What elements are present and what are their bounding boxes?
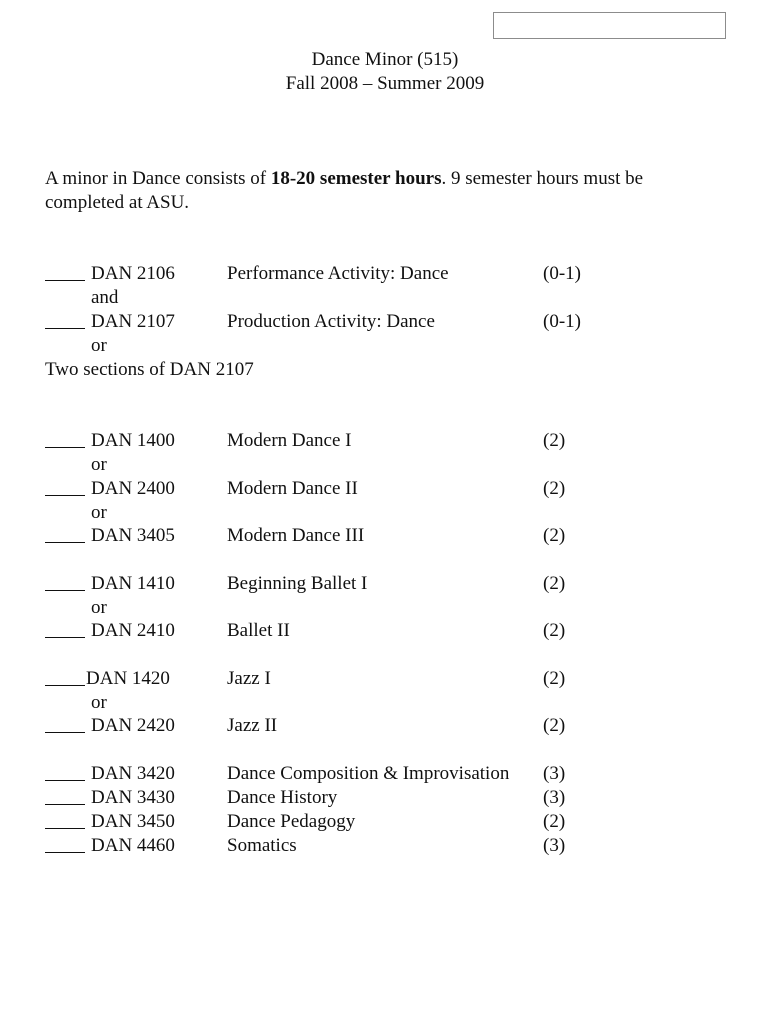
course-row <box>45 714 566 738</box>
course-code: DAN 2410 <box>91 620 175 641</box>
intro-paragraph <box>45 167 725 215</box>
checkbox-blank[interactable] <box>45 714 85 733</box>
course-row <box>45 477 566 501</box>
course-name: Beginning Ballet I <box>227 573 368 594</box>
course-credits: (2) <box>543 620 566 641</box>
course-row <box>45 762 566 786</box>
course-code: DAN 1420 <box>86 668 170 689</box>
conjunction-or: or <box>91 454 107 475</box>
course-credits: (2) <box>543 573 566 594</box>
course-code: DAN 2420 <box>91 715 175 736</box>
course-credits: (0-1) <box>543 263 581 284</box>
course-credits: (3) <box>543 787 566 808</box>
course-credits: (2) <box>543 811 566 832</box>
course-name: Ballet II <box>227 620 290 641</box>
course-code: DAN 3450 <box>91 811 175 832</box>
course-name: Jazz II <box>227 715 278 736</box>
checkbox-blank[interactable] <box>45 667 85 686</box>
checkbox-blank[interactable] <box>45 310 85 329</box>
course-code: DAN 3430 <box>91 787 175 808</box>
intro-text-2: . 9 semester hours must be completed at ASU. <box>45 168 644 213</box>
alternative-option: Two sections of DAN 2107 <box>45 359 254 380</box>
course-credits: (0-1) <box>543 311 581 332</box>
page-subtitle: Fall 2008 – Summer 2009 <box>285 73 485 94</box>
course-row <box>45 619 566 643</box>
course-row <box>45 786 566 810</box>
conjunction-and: and <box>91 287 119 308</box>
checkbox-blank[interactable] <box>45 477 85 496</box>
course-row <box>45 572 566 596</box>
course-code: DAN 2106 <box>91 263 175 284</box>
checkbox-blank[interactable] <box>45 810 85 829</box>
conjunction-or: or <box>91 597 107 618</box>
course-code: DAN 3405 <box>91 525 175 546</box>
course-name: Dance Pedagogy <box>227 811 356 832</box>
course-name: Production Activity: Dance <box>227 311 435 332</box>
course-code: DAN 2400 <box>91 478 175 499</box>
checkbox-blank[interactable] <box>45 572 85 591</box>
course-row <box>45 429 566 453</box>
course-name: Modern Dance I <box>227 430 352 451</box>
course-code: DAN 1400 <box>91 430 175 451</box>
course-credits: (2) <box>543 525 566 546</box>
course-credits: (3) <box>543 835 566 856</box>
checkbox-blank[interactable] <box>45 262 85 281</box>
course-credits: (2) <box>543 430 566 451</box>
course-name: Somatics <box>227 835 297 856</box>
course-name: Dance Composition & Improvisation <box>227 763 510 784</box>
page-title: Dance Minor (515) <box>311 49 459 70</box>
conjunction-or: or <box>91 335 107 356</box>
course-name: Performance Activity: Dance <box>227 263 449 284</box>
course-credits: (2) <box>543 478 566 499</box>
course-code: DAN 4460 <box>91 835 175 856</box>
course-name: Modern Dance III <box>227 525 365 546</box>
conjunction-or: or <box>91 502 107 523</box>
course-row <box>45 524 566 548</box>
course-code: DAN 2107 <box>91 311 175 332</box>
intro-text-1: A minor in Dance consists of <box>45 168 271 189</box>
checkbox-blank[interactable] <box>45 834 85 853</box>
checkbox-blank[interactable] <box>45 786 85 805</box>
course-row <box>45 834 566 858</box>
course-row <box>45 310 581 334</box>
course-name: Modern Dance II <box>227 478 358 499</box>
course-credits: (2) <box>543 715 566 736</box>
course-credits: (3) <box>543 763 566 784</box>
top-right-box <box>493 12 726 39</box>
course-code: DAN 3420 <box>91 763 175 784</box>
checkbox-blank[interactable] <box>45 524 85 543</box>
course-row <box>45 262 581 286</box>
checkbox-blank[interactable] <box>45 619 85 638</box>
course-name: Dance History <box>227 787 338 808</box>
checkbox-blank[interactable] <box>45 429 85 448</box>
course-row <box>45 810 566 834</box>
conjunction-or: or <box>91 692 107 713</box>
course-credits: (2) <box>543 668 566 689</box>
course-name: Jazz I <box>227 668 271 689</box>
intro-bold-hours: 18-20 semester hours <box>270 168 442 189</box>
course-code: DAN 1410 <box>91 573 175 594</box>
course-row <box>45 667 566 691</box>
checkbox-blank[interactable] <box>45 762 85 781</box>
